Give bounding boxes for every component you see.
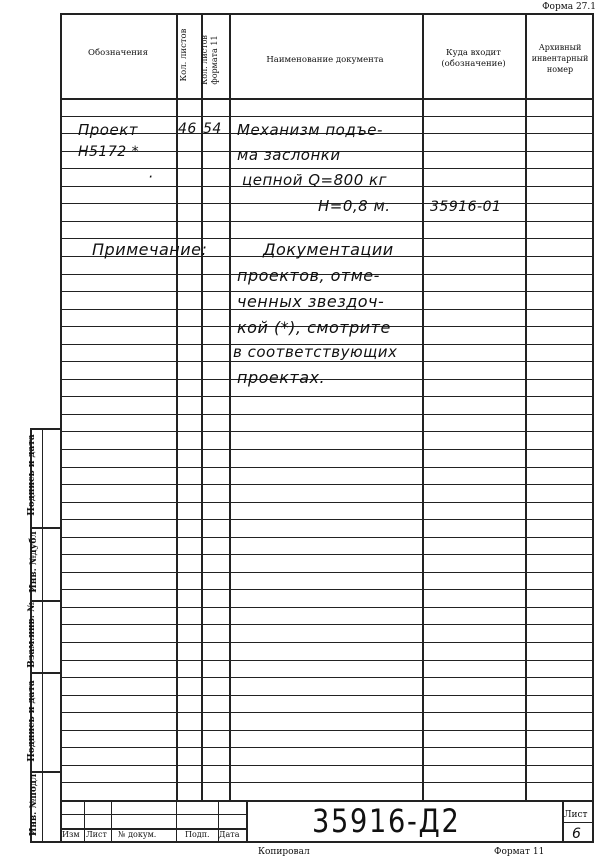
col-line-5 <box>525 13 527 800</box>
note-line6: проектах. <box>237 368 326 387</box>
row-line <box>60 484 594 485</box>
row-line <box>60 238 594 239</box>
name-line4: Н=0,8 м. <box>318 197 391 215</box>
note-line4: кой (*), смотрите <box>237 318 391 337</box>
row-line <box>60 221 594 222</box>
tb-sheet-no: 6 <box>572 826 581 842</box>
row-line <box>60 414 594 415</box>
project-dot: · <box>148 168 154 186</box>
header-where-used: Куда входит (обозначение) <box>441 48 506 69</box>
side-label-inv-podl: Инв. №подл <box>29 773 40 837</box>
row-line <box>60 765 594 766</box>
project-line1: Проект <box>78 121 139 139</box>
name-line2: ма заслонки <box>237 146 341 164</box>
row-line <box>60 607 594 608</box>
tb-date: Дата <box>219 830 240 839</box>
name-line1: Механизм подъе- <box>237 121 383 139</box>
row-line <box>60 572 594 573</box>
row-line <box>60 642 594 643</box>
row-line <box>60 361 594 362</box>
tb-podp: Подп. <box>185 830 210 839</box>
note-line2: проектов, отме- <box>237 266 380 285</box>
note-title: Примечание: <box>92 240 208 259</box>
name-line3: цепной Q=800 кг <box>242 171 387 189</box>
row-line <box>60 554 594 555</box>
header-designation: Обозначения <box>88 48 148 58</box>
header-document-name: Наименование документа <box>266 55 384 65</box>
tb-sheet-label: Лист <box>564 810 588 820</box>
header-sheets-format: Кол. листов формата 11 <box>200 35 219 85</box>
side-inner-line <box>42 428 43 843</box>
side-label-vzam-inv: Взам.инв. № <box>26 602 37 668</box>
side-label-sign-date-top: Подпись и дата <box>26 434 37 516</box>
row-line <box>60 396 594 397</box>
tb-doc-no: № докум. <box>118 830 157 839</box>
row-line <box>60 379 594 380</box>
tb-sheet-divider <box>562 822 594 823</box>
side-divider-4 <box>30 771 60 773</box>
tb-designation: 35916-Д2 <box>312 802 461 840</box>
row-line <box>60 677 594 678</box>
row-line <box>60 449 594 450</box>
row-line <box>60 116 594 117</box>
row-line <box>60 537 594 538</box>
row-line <box>60 712 594 713</box>
side-label-sign-date-bottom: Подпись и дата <box>26 680 37 762</box>
tb-col-3 <box>176 800 177 843</box>
form-label: Форма 27.1 <box>542 2 596 12</box>
row-line <box>60 624 594 625</box>
row-line <box>60 431 594 432</box>
col-line-3 <box>229 13 231 800</box>
tb-izm: Изм <box>62 830 80 839</box>
row-line <box>60 660 594 661</box>
header-archive: Архивный инвентарный номер <box>531 43 589 74</box>
row-line <box>60 747 594 748</box>
format-sheets-value: 54 <box>203 121 222 137</box>
row-line <box>60 467 594 468</box>
footer-copied: Копировал <box>258 847 310 857</box>
row-line <box>60 730 594 731</box>
note-line1: Документации <box>263 240 394 259</box>
row-line <box>60 502 594 503</box>
tb-list: Лист <box>86 830 107 839</box>
sheets-value: 46 <box>178 121 197 137</box>
row-line <box>60 782 594 783</box>
footer-format: Формат 11 <box>494 847 545 857</box>
tb-col-5 <box>246 800 248 843</box>
project-line2: Н5172 * <box>78 144 140 160</box>
tb-col-2 <box>111 800 112 843</box>
col-line-4 <box>422 13 424 800</box>
header-sheets-count: Кол. листов <box>179 28 189 82</box>
side-divider-3 <box>30 672 60 674</box>
row-line <box>60 168 594 169</box>
row-line <box>60 695 594 696</box>
where-used-value: 35916-01 <box>430 199 502 215</box>
note-line3: ченных звездоч- <box>237 292 385 311</box>
side-divider-1 <box>30 527 60 529</box>
note-line5: в соответствующих <box>233 343 398 361</box>
header-bottom-line <box>60 98 594 100</box>
row-line <box>60 589 594 590</box>
side-label-inv-dubl: Инв. №дубл <box>28 531 39 593</box>
tb-col-1 <box>84 800 85 843</box>
row-line <box>60 519 594 520</box>
